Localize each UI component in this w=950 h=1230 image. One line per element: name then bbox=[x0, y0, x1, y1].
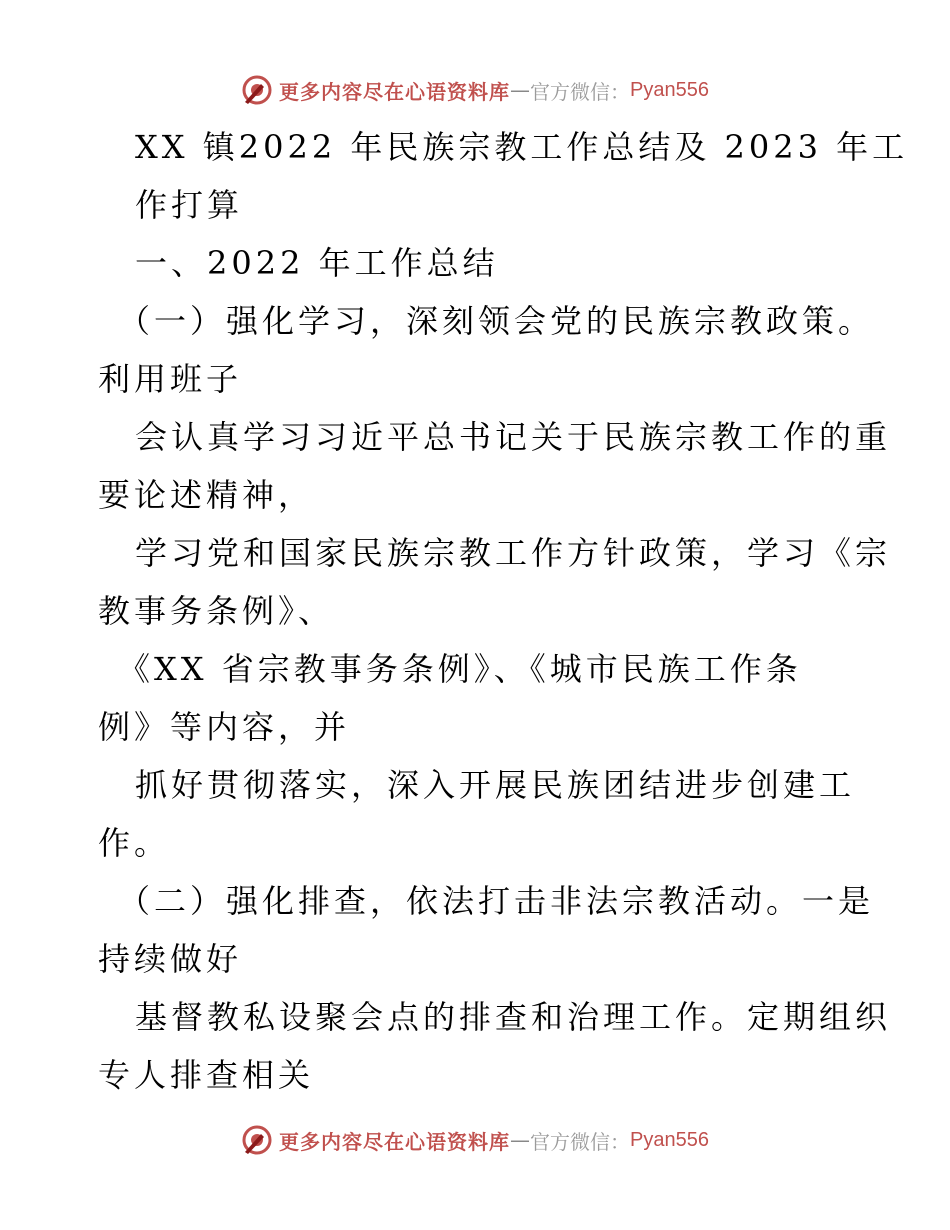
banner-wechat-label: 官方微信： bbox=[530, 1129, 631, 1154]
pen-logo-icon bbox=[241, 74, 273, 106]
doc-line: 学习党和国家民族宗教工作方针政策，学习《宗 bbox=[135, 534, 892, 572]
banner-text: 更多内容尽在心语资料库 bbox=[279, 79, 511, 104]
doc-title-line-2: 作打算 bbox=[135, 186, 244, 224]
doc-line: 例》等内容，并 bbox=[98, 708, 351, 746]
banner-wechat-label: 官方微信： bbox=[530, 79, 631, 104]
doc-line: 抓好贯彻落实，深入开展民族团结进步创建工 bbox=[135, 766, 856, 804]
banner-wechat-id: Pyan556 bbox=[630, 1128, 709, 1151]
doc-line: 《XX 省宗教事务条例》、《城市民族工作条 bbox=[118, 650, 802, 688]
doc-line: 持续做好 bbox=[98, 940, 243, 978]
doc-line: 要论述精神， bbox=[98, 476, 315, 514]
doc-line: 专人排查相关 bbox=[98, 1056, 315, 1094]
banner-dash: — bbox=[510, 78, 531, 102]
pen-logo-icon bbox=[241, 1124, 273, 1156]
banner-wechat-id: Pyan556 bbox=[630, 78, 709, 101]
doc-line: 教事务条例》、 bbox=[98, 592, 335, 630]
banner-dash: — bbox=[510, 1128, 531, 1152]
header-banner bbox=[0, 70, 950, 110]
doc-line: 会认真学习习近平总书记关于民族宗教工作的重 bbox=[135, 418, 892, 456]
footer-banner bbox=[0, 1120, 950, 1160]
doc-line: 基督教私设聚会点的排查和治理工作。定期组织 bbox=[135, 998, 892, 1036]
section-heading: 一、2022 年工作总结 bbox=[135, 244, 499, 282]
doc-line: 利用班子 bbox=[98, 360, 243, 398]
banner-text: 更多内容尽在心语资料库 bbox=[279, 1129, 511, 1154]
doc-line: （一）强化学习，深刻领会党的民族宗教政策。 bbox=[118, 302, 875, 340]
doc-line: 作。 bbox=[98, 824, 171, 862]
doc-line: （二）强化排查，依法打击非法宗教活动。一是 bbox=[118, 882, 875, 920]
doc-title-line-1: XX 镇2022 年民族宗教工作总结及 2023 年工 bbox=[135, 128, 909, 166]
